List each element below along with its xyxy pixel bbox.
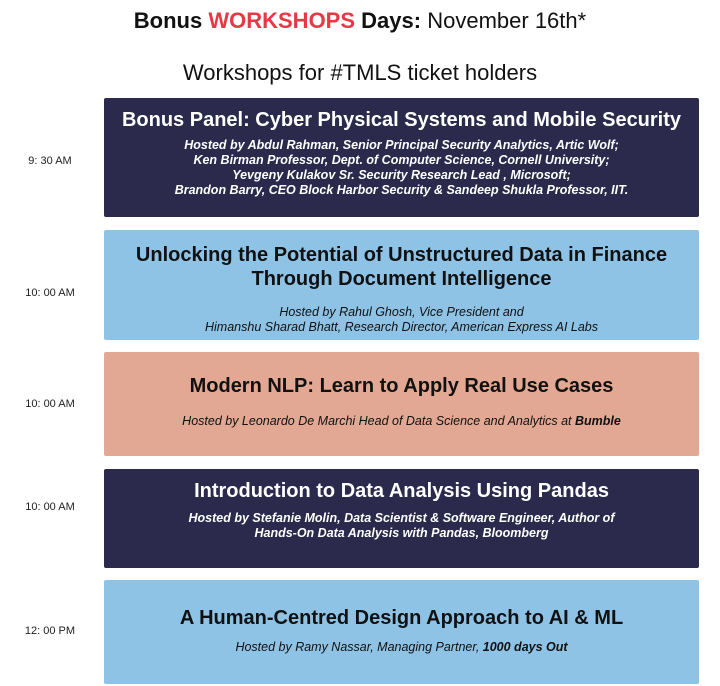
session-time: 10: 00 AM [25,398,75,410]
session-title [104,606,699,630]
session-host-line: Hosted by Rahul Ghosh, Vice President and [279,305,524,319]
session-host-line: Himanshu Sharad Bhatt, Research Director, American Express AI Labs [205,320,598,334]
session-host-line: Yevgeny Kulakov Sr. Security Research Lead , Microsoft; [232,168,571,182]
session-card [104,580,699,684]
session-card [104,98,699,217]
session-host-line: Ken Birman Professor, Dept. of Computer Science, Cornell University; [193,153,610,167]
session-host-line: Hosted by Leonardo De Marchi Head of Data Science and Analytics at [182,414,575,428]
session-card [104,352,699,456]
session-title [104,108,699,132]
session-title [104,243,699,291]
session-host [104,511,699,541]
session-time: 10: 00 AM [25,501,75,513]
session-host-line: Hosted by Abdul Rahman, Senior Principal Security Analytics, Artic Wolf; [184,138,619,152]
session-time: 10: 00 AM [25,287,75,299]
session-title-line: Through Document Intelligence [251,268,552,290]
session-host [104,640,699,655]
session-host-org: Bumble [574,414,621,428]
session-title [104,479,699,503]
session-title-line: Bonus Panel: Cyber Physical Systems and Mobile Security [121,109,682,131]
session-card [104,230,699,340]
session-host-line: Brandon Barry, CEO Block Harbor Security & Sandeep Shukla Professor, IIT. [174,183,629,197]
session-title-line: A Human-Centred Design Approach to AI & ML [179,607,624,629]
heading-prefix: Bonus [133,8,203,33]
heading-accent: WORKSHOPS [208,8,356,33]
event-heading [0,8,720,34]
heading-suffix: Days: [361,8,422,33]
session-host [104,305,699,335]
heading-date: November 16th* [427,8,587,33]
session-card [104,469,699,568]
session-time: 9: 30 AM [28,155,72,167]
session-host [104,138,699,198]
session-host-org: 1000 days Out [482,640,568,654]
session-host-line: Hosted by Stefanie Molin, Data Scientist & Software Engineer, Author of [188,511,615,525]
session-title-line: Modern NLP: Learn to Apply Real Use Cases [189,375,614,397]
session-title-line: Unlocking the Potential of Unstructured Data in Finance [135,244,668,266]
session-host [104,414,699,429]
session-host-line: Hosted by Ramy Nassar, Managing Partner, [235,640,483,654]
session-title-line: Introduction to Data Analysis Using Pandas [194,480,609,502]
session-host-line: Hands-On Data Analysis with Pandas, Bloomberg [254,526,549,540]
event-subtitle: Workshops for #TMLS ticket holders [182,60,538,85]
session-title [104,374,699,398]
session-time: 12: 00 PM [24,625,76,637]
